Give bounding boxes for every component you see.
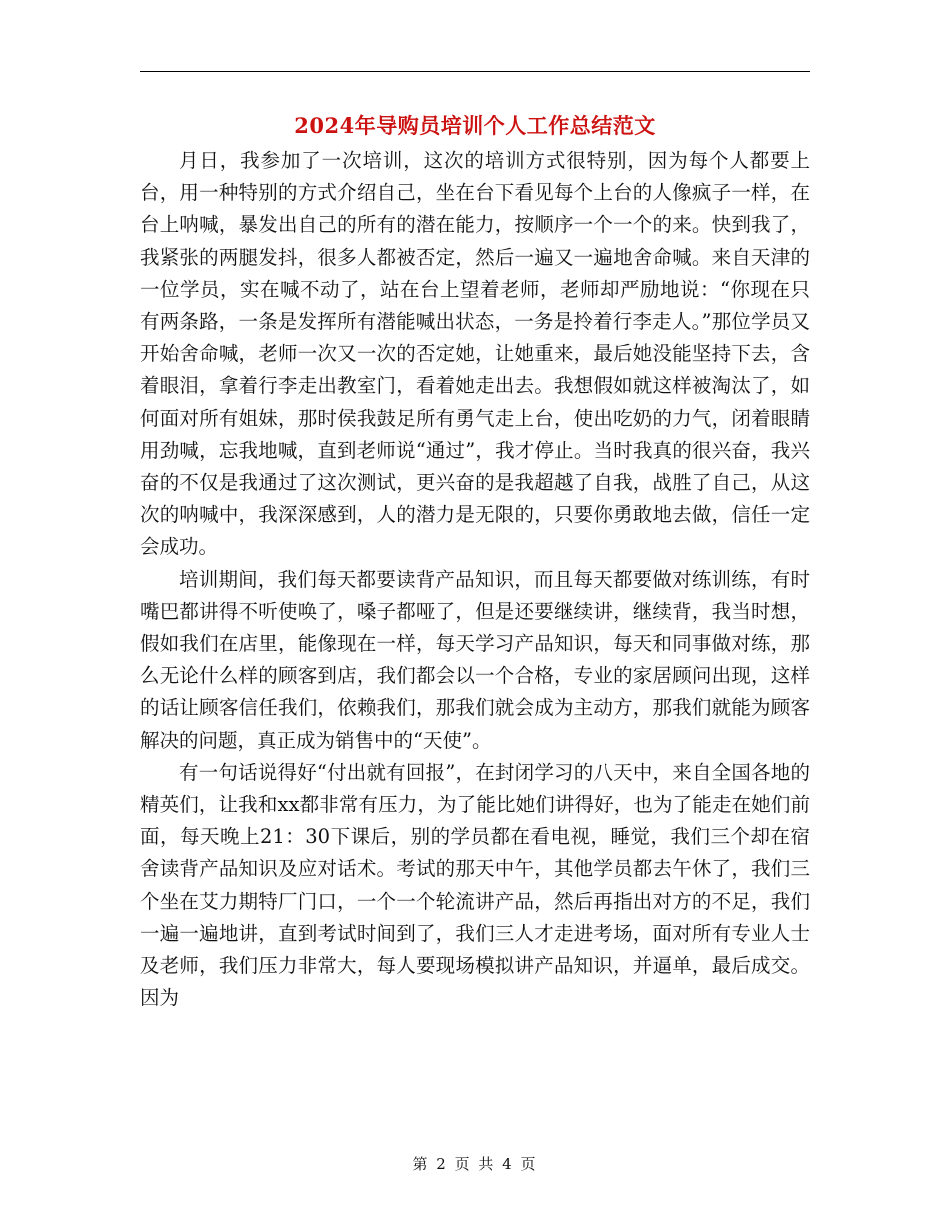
document-body bbox=[140, 145, 810, 1014]
paragraph-3: 有一句话说得好“付出就有回报”，在封闭学习的八天中，来自全国各地的精英们，让我和xx都非常有压力，为了能比她们讲得好，也为了能走在她们前面，每天晚上21：30下课后，别的学员都在看电视，睡觉，我们三个却在宿舍读背产品知识及应对话术。考试的那天中午，其他学员都去午休了，我们三个坐在艾力期特厂门口，一个一个轮流讲产品，然后再指出对方的不足，我们一遍一遍地讲，直到考试时间到了，我们三人才走进考场，面对所有专业人士及老师，我们压力非常大，每人要现场模拟讲产品知识，并逼单，最后成交。因为 bbox=[140, 760, 810, 1010]
paragraph-2: 培训期间，我们每天都要读背产品知识，而且每天都要做对练训练，有时嘴巴都讲得不听使唤了，嗓子都哑了，但是还要继续讲，继续背，我当时想，假如我们在店里，能像现在一样，每天学习产品知识，每天和同事做对练，那么无论什么样的顾客到店，我们都会以一个合格，专业的家居顾问出现，这样的话让顾客信任我们，依赖我们，那我们就会成为主动方，那我们就能为顾客解决的问题，真正成为销售中的“天使”。 bbox=[140, 567, 810, 752]
document-title: 2024年导购员培训个人工作总结范文 bbox=[294, 113, 656, 138]
page-number-footer: 第 2 页 共 4 页 bbox=[412, 1155, 538, 1173]
paragraph-1: 月日，我参加了一次培训，这次的培训方式很特别，因为每个人都要上台，用一种特别的方式介绍自己，坐在台下看见每个上台的人像疯子一样，在台上呐喊，暴发出自己的所有的潜在能力，按顺序一个一个的来。快到我了，我紧张的两腿发抖，很多人都被否定，然后一遍又一遍地舍命喊。来自天津的一位学员，实在喊不动了，站在台上望着老师，老师却严励地说：“你现在只有两条路，一条是发挥所有潜能喊出状态，一务是拎着行李走人。”那位学员又开始舍命喊，老师一次又一次的否定她，让她重来，最后她没能坚持下去，含着眼泪，拿着行李走出教室门，看着她走出去。我想假如就这样被淘汰了，如何面对所有姐妹，那时侯我鼓足所有勇气走上台，使出吃奶的力气，闭着眼睛用劲喊，忘我地喊，直到老师说“通过”，我才停止。当时我真的很兴奋，我兴奋的不仅是我通过了这次测试，更兴奋的是我超越了自我，战胜了自己，从这次的呐喊中，我深深感到，人的潜力是无限的，只要你勇敢地去做，信任一定会成功。 bbox=[140, 149, 810, 559]
header-rule bbox=[140, 71, 810, 72]
